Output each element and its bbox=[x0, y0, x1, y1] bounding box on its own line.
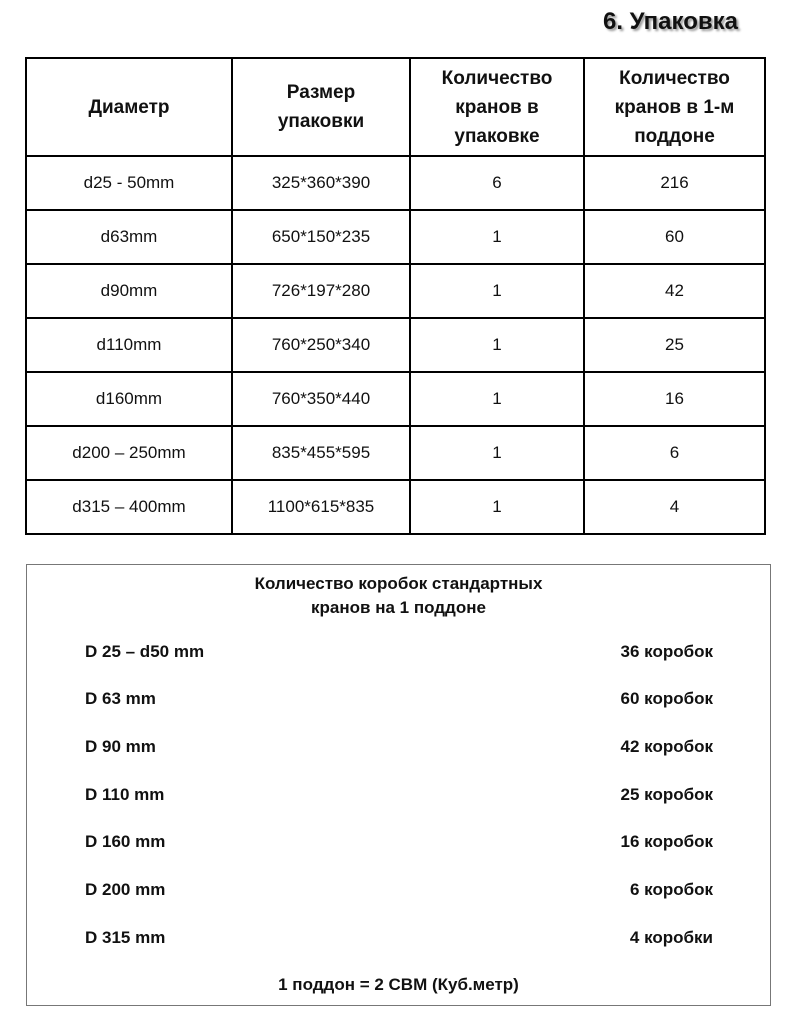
cell-qty-pallet: 25 bbox=[584, 318, 765, 372]
header-line: упаковки bbox=[277, 111, 365, 132]
header-package-size bbox=[232, 58, 410, 156]
cell-qty-package: 1 bbox=[410, 480, 584, 534]
header-line: кранов в 1-м bbox=[614, 96, 735, 118]
summary-count: 4 коробки bbox=[629, 928, 713, 947]
header-line: поддоне bbox=[634, 125, 715, 147]
summary-count: 16 коробок bbox=[620, 832, 713, 851]
packaging-table bbox=[25, 57, 766, 535]
summary-count: 60 коробок bbox=[620, 689, 713, 708]
table-row bbox=[26, 210, 765, 264]
summary-row bbox=[85, 880, 713, 904]
summary-diameter: D 315 mm bbox=[85, 928, 166, 947]
summary-title-line: кранов на 1 поддоне bbox=[311, 598, 486, 617]
summary-row bbox=[85, 642, 713, 666]
cell-qty-package: 1 bbox=[410, 318, 584, 372]
cell-qty-package: 1 bbox=[410, 372, 584, 426]
table-row bbox=[26, 264, 765, 318]
cell-diameter: d110mm bbox=[26, 318, 232, 372]
cell-qty-pallet: 16 bbox=[584, 372, 765, 426]
pallet-summary-box bbox=[26, 564, 771, 1006]
cell-qty-package: 1 bbox=[410, 210, 584, 264]
cell-qty-package: 1 bbox=[410, 426, 584, 480]
cell-diameter: d25 - 50mm bbox=[26, 156, 232, 210]
summary-row bbox=[85, 737, 713, 761]
table-row bbox=[26, 372, 765, 426]
header-line: упаковке bbox=[454, 125, 540, 147]
summary-title-line: Количество коробок стандартных bbox=[254, 574, 543, 593]
header-qty-per-package bbox=[410, 58, 584, 156]
cell-qty-package: 6 bbox=[410, 156, 584, 210]
cell-diameter: d200 – 250mm bbox=[26, 426, 232, 480]
cell-diameter: d63mm bbox=[26, 210, 232, 264]
table-row bbox=[26, 318, 765, 372]
summary-title bbox=[27, 572, 770, 620]
summary-diameter: D 200 mm bbox=[85, 880, 166, 899]
cell-diameter: d160mm bbox=[26, 372, 232, 426]
summary-count: 36 коробок bbox=[620, 642, 713, 661]
header-line: кранов в bbox=[455, 96, 539, 118]
table-row bbox=[26, 480, 765, 534]
summary-diameter: D 25 – d50 mm bbox=[85, 642, 205, 661]
summary-diameter: D 90 mm bbox=[85, 737, 156, 756]
summary-diameter: D 160 mm bbox=[85, 832, 166, 851]
cell-package-size: 760*350*440 bbox=[232, 372, 410, 426]
table-row bbox=[26, 426, 765, 480]
header-line: Количество bbox=[619, 67, 730, 89]
cell-diameter: d315 – 400mm bbox=[26, 480, 232, 534]
cell-qty-pallet: 216 bbox=[584, 156, 765, 210]
cell-qty-pallet: 4 bbox=[584, 480, 765, 534]
cell-package-size: 1100*615*835 bbox=[232, 480, 410, 534]
cell-qty-pallet: 42 bbox=[584, 264, 765, 318]
summary-diameter: D 63 mm bbox=[85, 689, 156, 708]
cell-qty-package: 1 bbox=[410, 264, 584, 318]
summary-count: 42 коробок bbox=[620, 737, 713, 756]
summary-count: 6 коробок bbox=[629, 880, 713, 899]
summary-row bbox=[85, 689, 713, 713]
header-line: Диаметр bbox=[88, 96, 170, 118]
summary-row bbox=[85, 785, 713, 809]
cell-qty-pallet: 6 bbox=[584, 426, 765, 480]
summary-row bbox=[85, 928, 713, 952]
summary-count: 25 коробок bbox=[620, 785, 713, 804]
summary-row bbox=[85, 832, 713, 856]
cell-package-size: 760*250*340 bbox=[232, 318, 410, 372]
header-line: Количество bbox=[441, 67, 553, 89]
table-header-row bbox=[26, 58, 765, 156]
header-line: Размер bbox=[286, 82, 356, 103]
cell-package-size: 325*360*390 bbox=[232, 156, 410, 210]
summary-diameter: D 110 mm bbox=[85, 785, 165, 804]
header-diameter bbox=[26, 58, 232, 156]
cell-qty-pallet: 60 bbox=[584, 210, 765, 264]
cell-package-size: 726*197*280 bbox=[232, 264, 410, 318]
cell-diameter: d90mm bbox=[26, 264, 232, 318]
table-row bbox=[26, 156, 765, 210]
cell-package-size: 835*455*595 bbox=[232, 426, 410, 480]
pallet-volume-note: 1 поддон = 2 CBM (Куб.метр) bbox=[278, 975, 519, 994]
header-qty-per-pallet bbox=[584, 58, 765, 156]
cell-package-size: 650*150*235 bbox=[232, 210, 410, 264]
page-title: 6. Упаковка bbox=[602, 8, 738, 35]
